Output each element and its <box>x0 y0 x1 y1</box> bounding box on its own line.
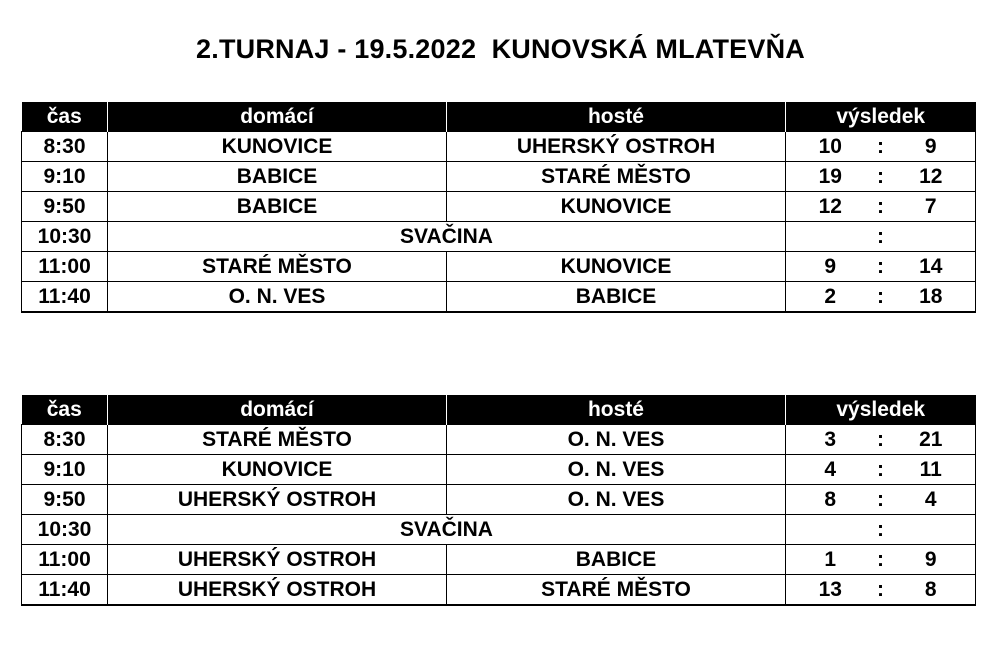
score-home: 8 <box>786 485 861 515</box>
score-away: 12 <box>901 162 976 192</box>
home-team: STARÉ MĚSTO <box>108 425 447 455</box>
score-separator: : <box>861 192 901 222</box>
break-label: SVAČINA <box>108 515 786 545</box>
score-home: 12 <box>786 192 861 222</box>
match-time: 11:00 <box>22 545 108 575</box>
away-team: STARÉ MĚSTO <box>447 162 786 192</box>
score-home: 4 <box>786 455 861 485</box>
away-team: KUNOVICE <box>447 192 786 222</box>
score-separator: : <box>861 455 901 485</box>
score-separator: : <box>861 222 901 252</box>
break-label: SVAČINA <box>108 222 786 252</box>
header-row <box>22 102 976 132</box>
score-separator: : <box>861 162 901 192</box>
header-away: hosté <box>447 102 786 132</box>
match-row <box>22 132 976 162</box>
score-away: 18 <box>901 282 976 313</box>
header-row <box>22 395 976 425</box>
away-team: KUNOVICE <box>447 252 786 282</box>
header-away: hosté <box>447 395 786 425</box>
score-home <box>786 515 861 545</box>
match-time: 11:40 <box>22 282 108 313</box>
match-time: 10:30 <box>22 222 108 252</box>
match-time: 8:30 <box>22 132 108 162</box>
header-result: výsledek <box>786 395 976 425</box>
header-home: domácí <box>108 102 447 132</box>
header-time: čas <box>22 395 108 425</box>
match-time: 9:10 <box>22 455 108 485</box>
match-time: 11:00 <box>22 252 108 282</box>
score-separator: : <box>861 132 901 162</box>
home-team: O. N. VES <box>108 282 447 313</box>
header-time: čas <box>22 102 108 132</box>
score-home: 9 <box>786 252 861 282</box>
score-away: 14 <box>901 252 976 282</box>
home-team: STARÉ MĚSTO <box>108 252 447 282</box>
match-row <box>22 282 976 313</box>
table-body <box>22 132 976 313</box>
home-team: BABICE <box>108 162 447 192</box>
home-team: UHERSKÝ OSTROH <box>108 485 447 515</box>
score-away: 9 <box>901 545 976 575</box>
home-team: UHERSKÝ OSTROH <box>108 575 447 606</box>
score-home: 13 <box>786 575 861 606</box>
score-away: 8 <box>901 575 976 606</box>
home-team: BABICE <box>108 192 447 222</box>
score-away <box>901 515 976 545</box>
match-row <box>22 455 976 485</box>
match-time: 8:30 <box>22 425 108 455</box>
match-row <box>22 252 976 282</box>
match-time: 10:30 <box>22 515 108 545</box>
away-team: BABICE <box>447 545 786 575</box>
page-title: 2.TURNAJ - 19.5.2022 KUNOVSKÁ MLATEVŇA <box>196 34 805 64</box>
away-team: O. N. VES <box>447 455 786 485</box>
score-away: 21 <box>901 425 976 455</box>
break-row <box>22 222 976 252</box>
score-separator: : <box>861 515 901 545</box>
score-home: 1 <box>786 545 861 575</box>
header-result: výsledek <box>786 102 976 132</box>
match-time: 9:50 <box>22 485 108 515</box>
match-row <box>22 545 976 575</box>
home-team: KUNOVICE <box>108 132 447 162</box>
score-separator: : <box>861 575 901 606</box>
score-home: 19 <box>786 162 861 192</box>
score-separator: : <box>861 282 901 313</box>
break-row <box>22 515 976 545</box>
score-separator: : <box>861 252 901 282</box>
match-row <box>22 485 976 515</box>
score-away: 9 <box>901 132 976 162</box>
score-home: 10 <box>786 132 861 162</box>
score-separator: : <box>861 485 901 515</box>
schedule-table-2 <box>21 395 976 606</box>
score-separator: : <box>861 425 901 455</box>
header-home: domácí <box>108 395 447 425</box>
away-team: UHERSKÝ OSTROH <box>447 132 786 162</box>
score-away: 11 <box>901 455 976 485</box>
table-body <box>22 425 976 606</box>
score-away: 4 <box>901 485 976 515</box>
home-team: UHERSKÝ OSTROH <box>108 545 447 575</box>
away-team: O. N. VES <box>447 485 786 515</box>
match-row <box>22 425 976 455</box>
away-team: STARÉ MĚSTO <box>447 575 786 606</box>
score-home <box>786 222 861 252</box>
match-row <box>22 575 976 606</box>
score-away: 7 <box>901 192 976 222</box>
match-time: 9:50 <box>22 192 108 222</box>
away-team: O. N. VES <box>447 425 786 455</box>
score-away <box>901 222 976 252</box>
match-time: 9:10 <box>22 162 108 192</box>
match-row <box>22 162 976 192</box>
score-home: 2 <box>786 282 861 313</box>
match-time: 11:40 <box>22 575 108 606</box>
home-team: KUNOVICE <box>108 455 447 485</box>
score-separator: : <box>861 545 901 575</box>
schedule-table-1 <box>21 102 976 313</box>
match-row <box>22 192 976 222</box>
score-home: 3 <box>786 425 861 455</box>
away-team: BABICE <box>447 282 786 313</box>
